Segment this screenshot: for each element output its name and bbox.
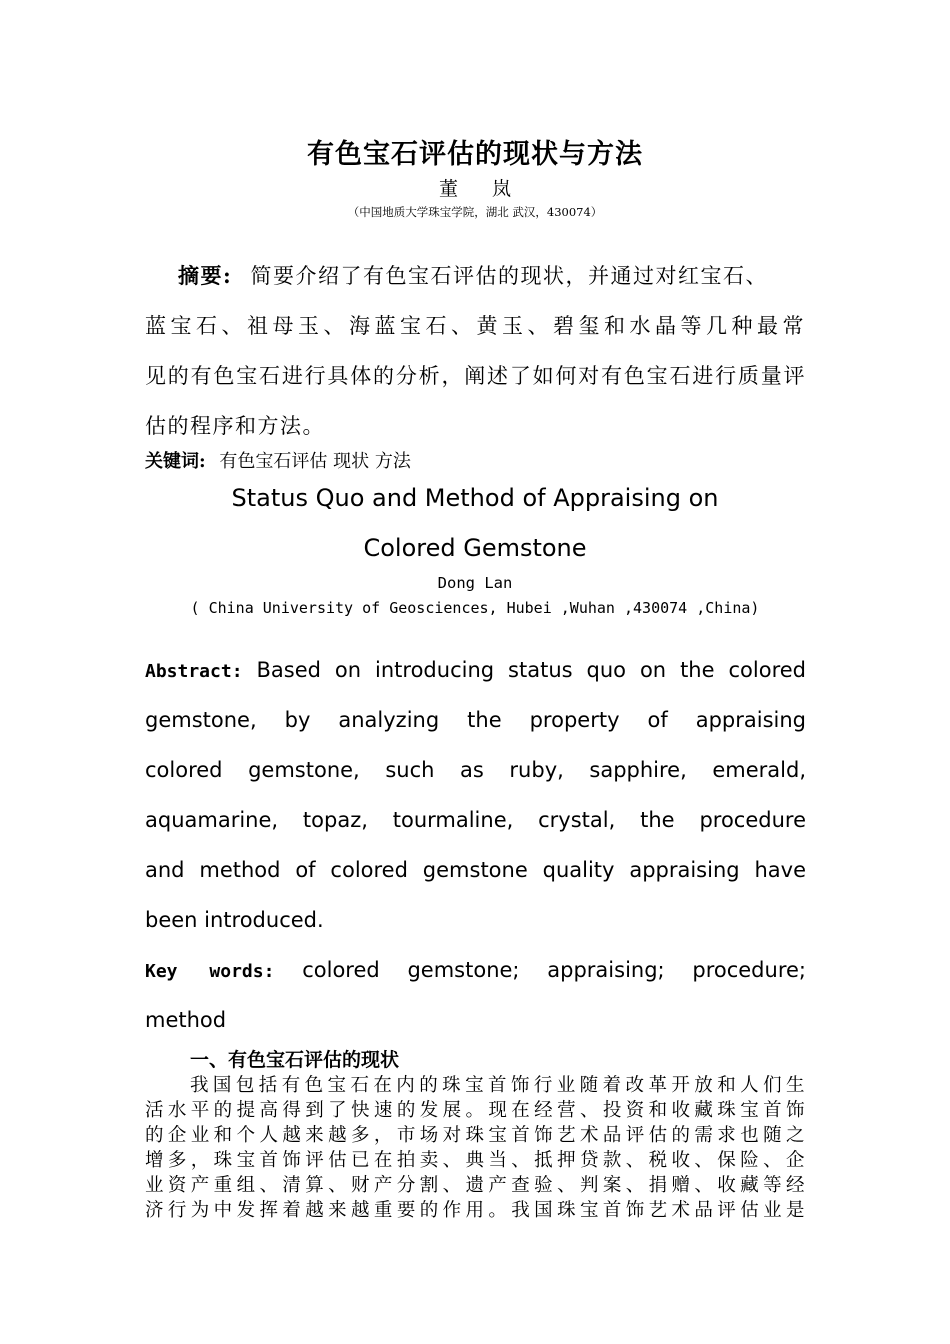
english-title-line: Colored Gemstone — [363, 534, 587, 562]
chinese-abstract-label: 摘要: — [178, 263, 233, 288]
english-abstract-line: been introduced. — [145, 908, 324, 932]
english-keywords-text: colored gemstone; appraising; procedure; — [302, 958, 806, 982]
english-keywords-label: Key words: — [145, 961, 275, 982]
chinese-author: 董 岚 — [438, 178, 526, 200]
english-abstract-label: Abstract: — [145, 661, 243, 682]
body-text-line: 活水平的提高得到了快速的发展。现在经营、投资和收藏珠宝首饰 — [145, 1100, 805, 1121]
body-text-line: 业资产重组、清算、财产分割、遗产查验、判案、捐赠、收藏等经 — [145, 1175, 805, 1196]
chinese-title: 有色宝石评估的现状与方法 — [307, 139, 643, 170]
body-text-line: 我国包括有色宝石在内的珠宝首饰行业随着改革开放和人们生 — [190, 1075, 805, 1096]
english-author: Dong Lan — [437, 574, 513, 592]
body-text-line: 的企业和个人越来越多，市场对珠宝首饰艺术品评估的需求也随之 — [145, 1125, 805, 1146]
english-keywords — [145, 958, 806, 982]
chinese-abstract-line: 见的有色宝石进行具体的分析，阐述了如何对有色宝石进行质量评 — [145, 364, 805, 388]
section-heading: 一、有色宝石评估的现状 — [190, 1049, 400, 1071]
english-abstract-line: gemstone, by analyzing the property of appraising — [145, 708, 806, 732]
chinese-abstract-line — [145, 260, 805, 290]
chinese-keywords-label: 关键词: — [145, 451, 206, 472]
english-abstract-text: Based on introducing status quo on the colored — [256, 658, 806, 682]
chinese-abstract-line: 估的程序和方法。 — [145, 414, 325, 438]
english-keywords-continued: method — [145, 1008, 227, 1032]
body-text-line: 济行为中发挥着越来越重要的作用。我国珠宝首饰艺术品评估业是 — [145, 1200, 805, 1221]
chinese-affiliation: （中国地质大学珠宝学院，湖北 武汉，430074） — [347, 205, 603, 219]
chinese-keywords-text: 有色宝石评估 现状 方法 — [219, 451, 411, 472]
english-affiliation: ( China University of Geosciences, Hubei ,Wuhan ,430074 ,China) — [190, 599, 760, 617]
english-abstract-line — [145, 658, 806, 682]
english-abstract-line: aquamarine, topaz, tourmaline, crystal, the procedure — [145, 808, 806, 832]
chinese-abstract-text: 简要介绍了有色宝石评估的现状，并通过对红宝石、 — [250, 264, 768, 288]
chinese-abstract-line: 蓝宝石、祖母玉、海蓝宝石、黄玉、碧玺和水晶等几种最常 — [145, 314, 805, 338]
english-abstract-line: colored gemstone, such as ruby, sapphire, emerald, — [145, 758, 806, 782]
english-abstract-line: and method of colored gemstone quality appraising have — [145, 858, 806, 882]
body-text-line: 增多，珠宝首饰评估已在拍卖、典当、抵押贷款、税收、保险、企 — [145, 1150, 805, 1171]
chinese-keywords — [145, 447, 411, 473]
english-title-line: Status Quo and Method of Appraising on — [231, 484, 719, 512]
